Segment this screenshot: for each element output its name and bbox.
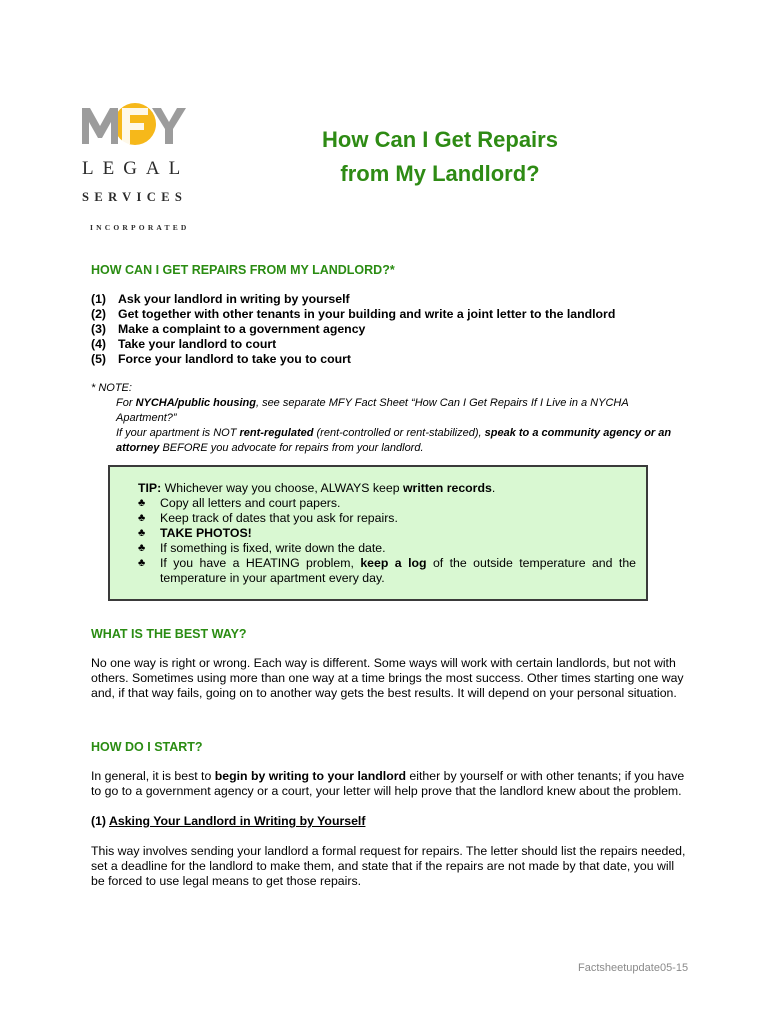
tip-item-text: Keep track of dates that you ask for repairs. (160, 511, 398, 525)
club-bullet-icon: ♣ (138, 512, 146, 524)
title-line-1: How Can I Get Repairs (322, 127, 558, 152)
best-way-paragraph: No one way is right or wrong. Each way is different. Some ways will work with certain landlords, but not with others. Sometimes using more than one way at a time brings the most success. Other times starting one way and, if that way fails, going on to another way gets the best results. It will depend on your personal situation. (91, 656, 684, 700)
note-text: , see separate MFY Fact Sheet “How Can I Get Repairs If I Live in a NYCHA Apartment?” (116, 397, 629, 424)
note-text: BEFORE you advocate for repairs from your landlord. (159, 442, 424, 454)
list-item (91, 322, 615, 337)
note-line-nycha (116, 396, 686, 426)
how-start-paragraph (91, 769, 691, 799)
club-bullet-icon: ♣ (138, 527, 146, 539)
list-item-number: (5) (91, 352, 107, 366)
note-line-rent-regulated (116, 426, 686, 456)
list-item (91, 337, 615, 352)
note-text: If your apartment is NOT (116, 427, 240, 439)
tip-item-text: If something is fixed, write down the date. (160, 541, 386, 555)
mfy-logo (80, 98, 190, 238)
note-text: (rent-controlled or rent-stabilized), (313, 427, 485, 439)
footer-text: Factsheetupdate05-15 (578, 962, 689, 974)
tip-intro (138, 481, 636, 496)
section-heading-how-start: HOW DO I START? (91, 740, 203, 754)
list-item-number: (1) (91, 292, 107, 306)
asking-paragraph: This way involves sending your landlord a formal request for repairs. The letter should list the repairs needed, set a deadline for the landlord to make them, and state that if the repairs are not made by that date, you will be forced to use legal means to get those repairs. (91, 844, 686, 888)
list-item-text: Ask your landlord in writing by yourself (118, 292, 350, 306)
list-item (91, 292, 615, 307)
tip-intro-end: . (491, 481, 496, 495)
tip-box (108, 465, 648, 601)
subsection-title: Asking Your Landlord in Writing by Yourself (109, 814, 366, 828)
tip-intro-bold: written records (402, 481, 492, 495)
note-text: For (116, 397, 136, 409)
list-item-text: Get together with other tenants in your building and write a joint letter to the landlord (118, 307, 616, 321)
subsection-number: (1) (91, 814, 109, 828)
paragraph-text: either by yourself or with other tenants; if you have to go to a government agency or a court, your letter will help prove that the landlord knew about the problem. (91, 769, 685, 798)
logo-legal-text: LEGAL (82, 158, 190, 179)
list-item-number: (4) (91, 337, 107, 351)
list-item-number: (3) (91, 322, 107, 336)
list-item-number: (2) (91, 307, 107, 321)
paragraph-text: In general, it is best to (91, 769, 215, 783)
tip-item (138, 541, 636, 556)
logo-incorporated-text: INCORPORATED (90, 223, 190, 232)
tip-item (138, 496, 636, 511)
tip-item-text: Copy all letters and court papers. (160, 496, 341, 510)
section-heading-best-way: WHAT IS THE BEST WAY? (91, 627, 247, 641)
list-item-text: Force your landlord to take you to court (118, 352, 351, 366)
logo-services-text: SERVICES (82, 190, 188, 204)
paragraph-bold-text: begin by writing to your landlord (214, 769, 407, 783)
tip-item (138, 511, 636, 526)
section-heading-how-can-i: HOW CAN I GET REPAIRS FROM MY LANDLORD?* (91, 263, 395, 277)
note-label: * NOTE: (91, 382, 132, 394)
note-bold-text: speak to a community agency or an attorney (116, 427, 672, 454)
tip-item (138, 526, 636, 541)
tip-item-text: of the outside temperature and the temperature in your apartment every day. (160, 556, 637, 585)
tip-item-bold: keep a log (360, 556, 427, 570)
options-list (91, 292, 615, 367)
tip-item (138, 556, 636, 586)
note-bold-text: rent-regulated (239, 427, 314, 439)
title-line-2: from My Landlord? (340, 161, 540, 186)
note-body (116, 396, 686, 456)
club-bullet-icon: ♣ (138, 557, 146, 569)
tip-content (138, 481, 636, 586)
note-bold-text: NYCHA/public housing (135, 397, 256, 409)
list-item-text: Take your landlord to court (118, 337, 277, 351)
club-bullet-icon: ♣ (138, 542, 146, 554)
list-item (91, 352, 615, 367)
tip-label: TIP: (138, 481, 162, 495)
subsection-heading-asking (91, 814, 691, 829)
tip-item-text: TAKE PHOTOS! (160, 526, 252, 540)
club-bullet-icon: ♣ (138, 497, 146, 509)
list-item-text: Make a complaint to a government agency (118, 322, 366, 336)
list-item (91, 307, 615, 322)
tip-item-text: If you have a HEATING problem, (160, 556, 361, 570)
mfy-logo-mark (80, 102, 190, 146)
tip-intro-text: Whichever way you choose, ALWAYS keep (161, 481, 403, 495)
